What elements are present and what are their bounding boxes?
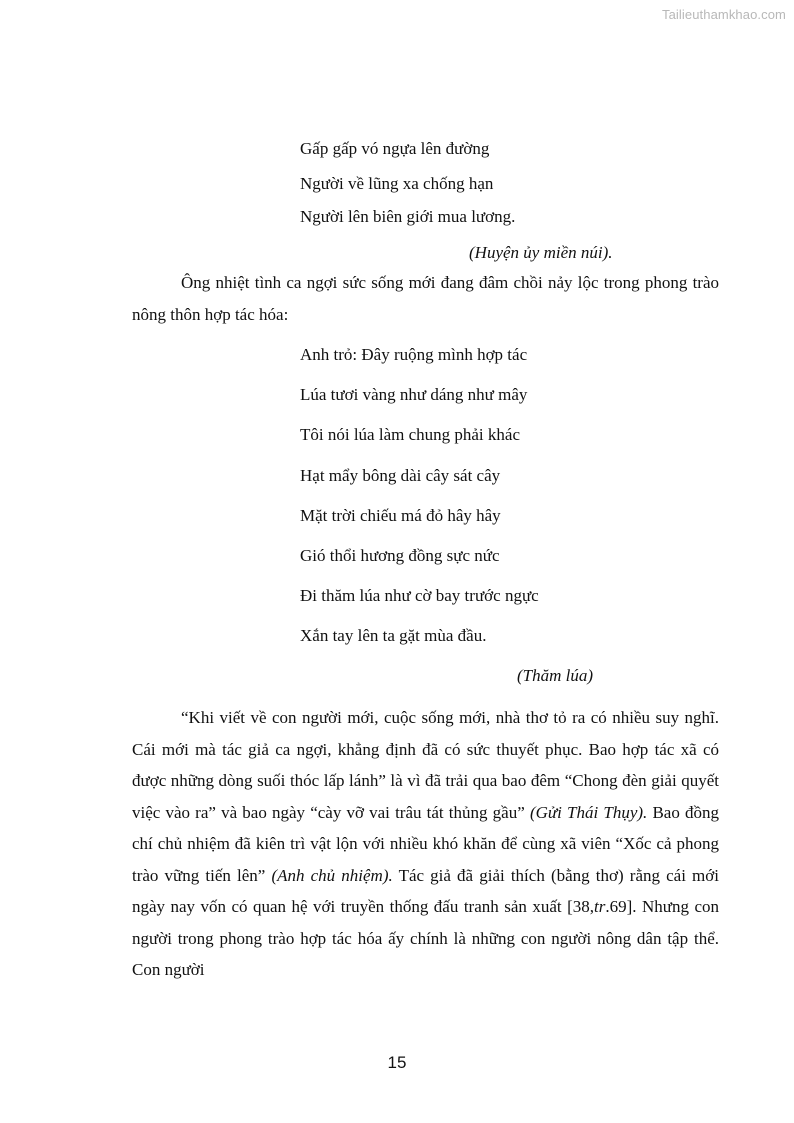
paragraph-body	[132, 702, 719, 986]
paragraph-intro: Ông nhiệt tình ca ngợi sức sống mới đang đâm chồi nảy lộc trong phong trào nông thôn hợp tác hóa:	[132, 273, 719, 324]
body-text: “Khi viết về con người mới, cuộc sống mới, nhà thơ tỏ ra có nhiều suy nghĩ. Cái mới mà tác giả ca ngợi, khẳng định đã có sức thuyết phục. Bao hợp tác xã có được những dòng suối thóc lấp lánh” là vì đã trải qua bao đêm “Chong đèn giải quyết việc vào ra” và bao ngày “cày vỡ vai trâu tát thủng gầu”	[132, 708, 719, 822]
watermark: Tailieuthamkhao.com	[661, 7, 786, 22]
body-text: .69]. Nhưng con người trong phong trào hợp tác hóa ấy chính là những con người nông dân tập thể. Con người	[132, 897, 719, 979]
poem-line: Gấp gấp vó ngựa lên đường	[300, 139, 490, 158]
poem-line: Tôi nói lúa làm chung phải khác	[300, 425, 520, 444]
poem-line: Hạt mẩy bông dài cây sát cây	[300, 466, 501, 485]
body-text: Bao đồng chí chủ nhiệm đã kiên trì vật lộn với nhiều khó khăn để cùng xã viên “Xốc cả phong trào vững tiến lên”	[132, 802, 719, 885]
poem-line: Đi thăm lúa như cờ bay trước ngực	[300, 586, 539, 605]
poem-credit: (Thăm lúa)	[517, 666, 594, 685]
poem-title-ref: (Gửi Thái Thụy).	[529, 802, 648, 822]
poem-line: Người lên biên giới mua lương.	[300, 207, 516, 226]
poem-title-ref: (Anh chủ nhiệm).	[271, 865, 393, 885]
citation-page-abbrev: tr	[594, 897, 606, 916]
poem-credit: (Huyện ủy miền núi).	[469, 243, 613, 262]
body-text: Tác giả đã giải thích (bằng thơ) rằng cái mới ngày nay vốn có quan hệ với truyền thống đấu tranh sản xuất [38,	[132, 865, 719, 916]
page-number: 15	[387, 1053, 407, 1072]
poem-line: Người về lũng xa chống hạn	[300, 174, 494, 193]
poem-line: Mặt trời chiếu má đỏ hây hây	[300, 506, 501, 525]
poem-line: Lúa tươi vàng như dáng như mây	[300, 385, 528, 404]
poem-line: Gió thổi hương đồng sực nức	[300, 546, 500, 565]
poem-line: Anh trỏ: Đây ruộng mình hợp tác	[300, 345, 528, 364]
poem-line: Xắn tay lên ta gặt mùa đầu.	[300, 626, 487, 645]
